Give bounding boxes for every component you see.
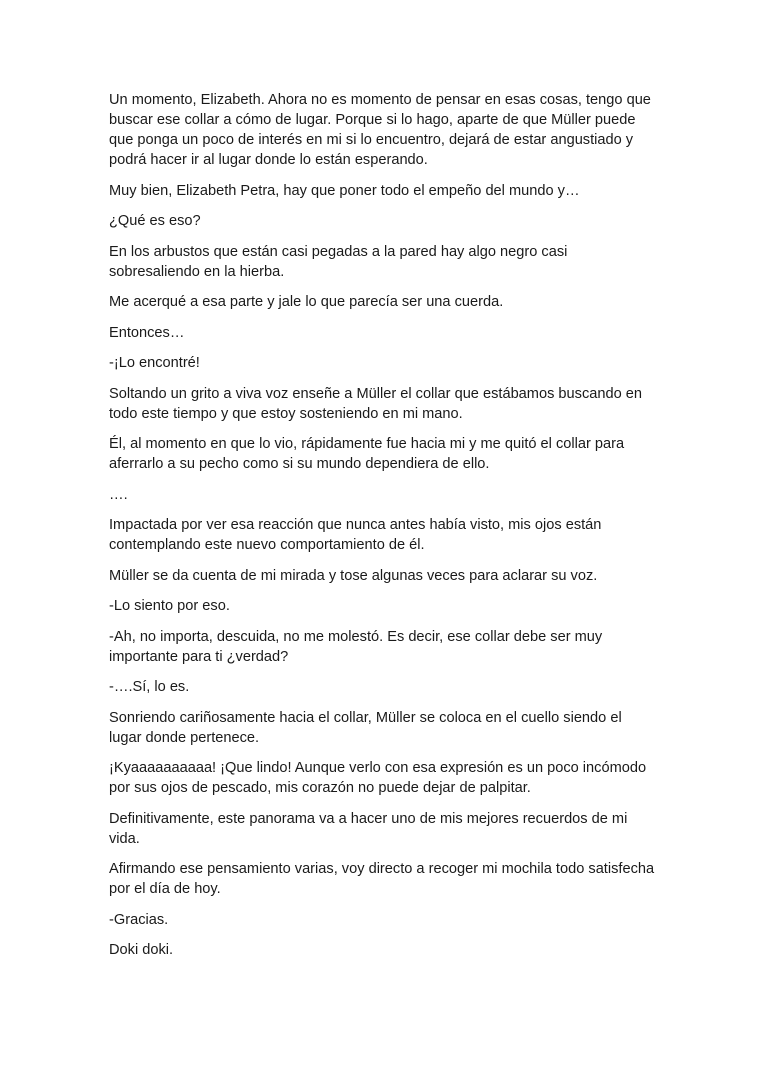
paragraph: Müller se da cuenta de mi mirada y tose algunas veces para aclarar su voz. <box>109 567 598 584</box>
paragraph: Me acerqué a esa parte y jale lo que parecía ser una cuerda. <box>109 294 504 310</box>
paragraph: Muy bien, Elizabeth Petra, hay que poner todo el empeño del mundo y… <box>109 182 580 199</box>
paragraph: Un momento, Elizabeth. Ahora no es momento de pensar en esas cosas, tengo que buscar ese collar a cómo de lugar. Porque si lo hago, aparte de que Müller puede que ponga un poco de interés en mi si lo encuentro, dejará de estar angustiado y podrá hacer ir al lugar donde lo están esperando. <box>109 92 651 168</box>
paragraph: Sonriendo cariñosamente hacia el collar, Müller se coloca en el cuello siendo el lugar donde pertenece. <box>109 709 622 746</box>
paragraph: -Ah, no importa, descuida, no me molestó. Es decir, ese collar debe ser muy importante para ti ¿verdad? <box>109 628 603 665</box>
paragraph: En los arbustos que están casi pegadas a la pared hay algo negro casi sobresaliendo en la hierba. <box>109 243 568 280</box>
paragraph: Entonces… <box>109 324 185 341</box>
body-text <box>109 90 657 971</box>
paragraph: ¡Kyaaaaaaaaaa! ¡Que lindo! Aunque verlo con esa expresión es un poco incómodo por sus ojos de pescado, mis corazón no puede dejar de palpitar. <box>109 760 647 796</box>
paragraph: Doki doki. <box>109 942 174 958</box>
paragraph: -¡Lo encontré! <box>109 355 200 371</box>
paragraph: …. <box>109 486 128 503</box>
paragraph: Impactada por ver esa reacción que nunca antes había visto, mis ojos están contemplando este nuevo comportamiento de él. <box>109 517 602 553</box>
paragraph: Afirmando ese pensamiento varias, voy directo a recoger mi mochila todo satisfecha por el día de hoy. <box>109 861 655 897</box>
paragraph: -Lo siento por eso. <box>109 598 230 614</box>
paragraph: Soltando un grito a viva voz enseñe a Müller el collar que estábamos buscando en todo este tiempo y que estoy sosteniendo en mi mano. <box>109 385 642 422</box>
paragraph: ¿Qué es eso? <box>109 213 201 229</box>
paragraph: Definitivamente, este panorama va a hacer uno de mis mejores recuerdos de mi vida. <box>109 810 628 847</box>
paragraph: Él, al momento en que lo vio, rápidamente fue hacia mi y me quitó el collar para aferrarlo a su pecho como si su mundo dependiera de ello. <box>109 436 625 472</box>
paragraph: -….Sí, lo es. <box>109 679 190 695</box>
paragraph: -Gracias. <box>109 911 169 928</box>
